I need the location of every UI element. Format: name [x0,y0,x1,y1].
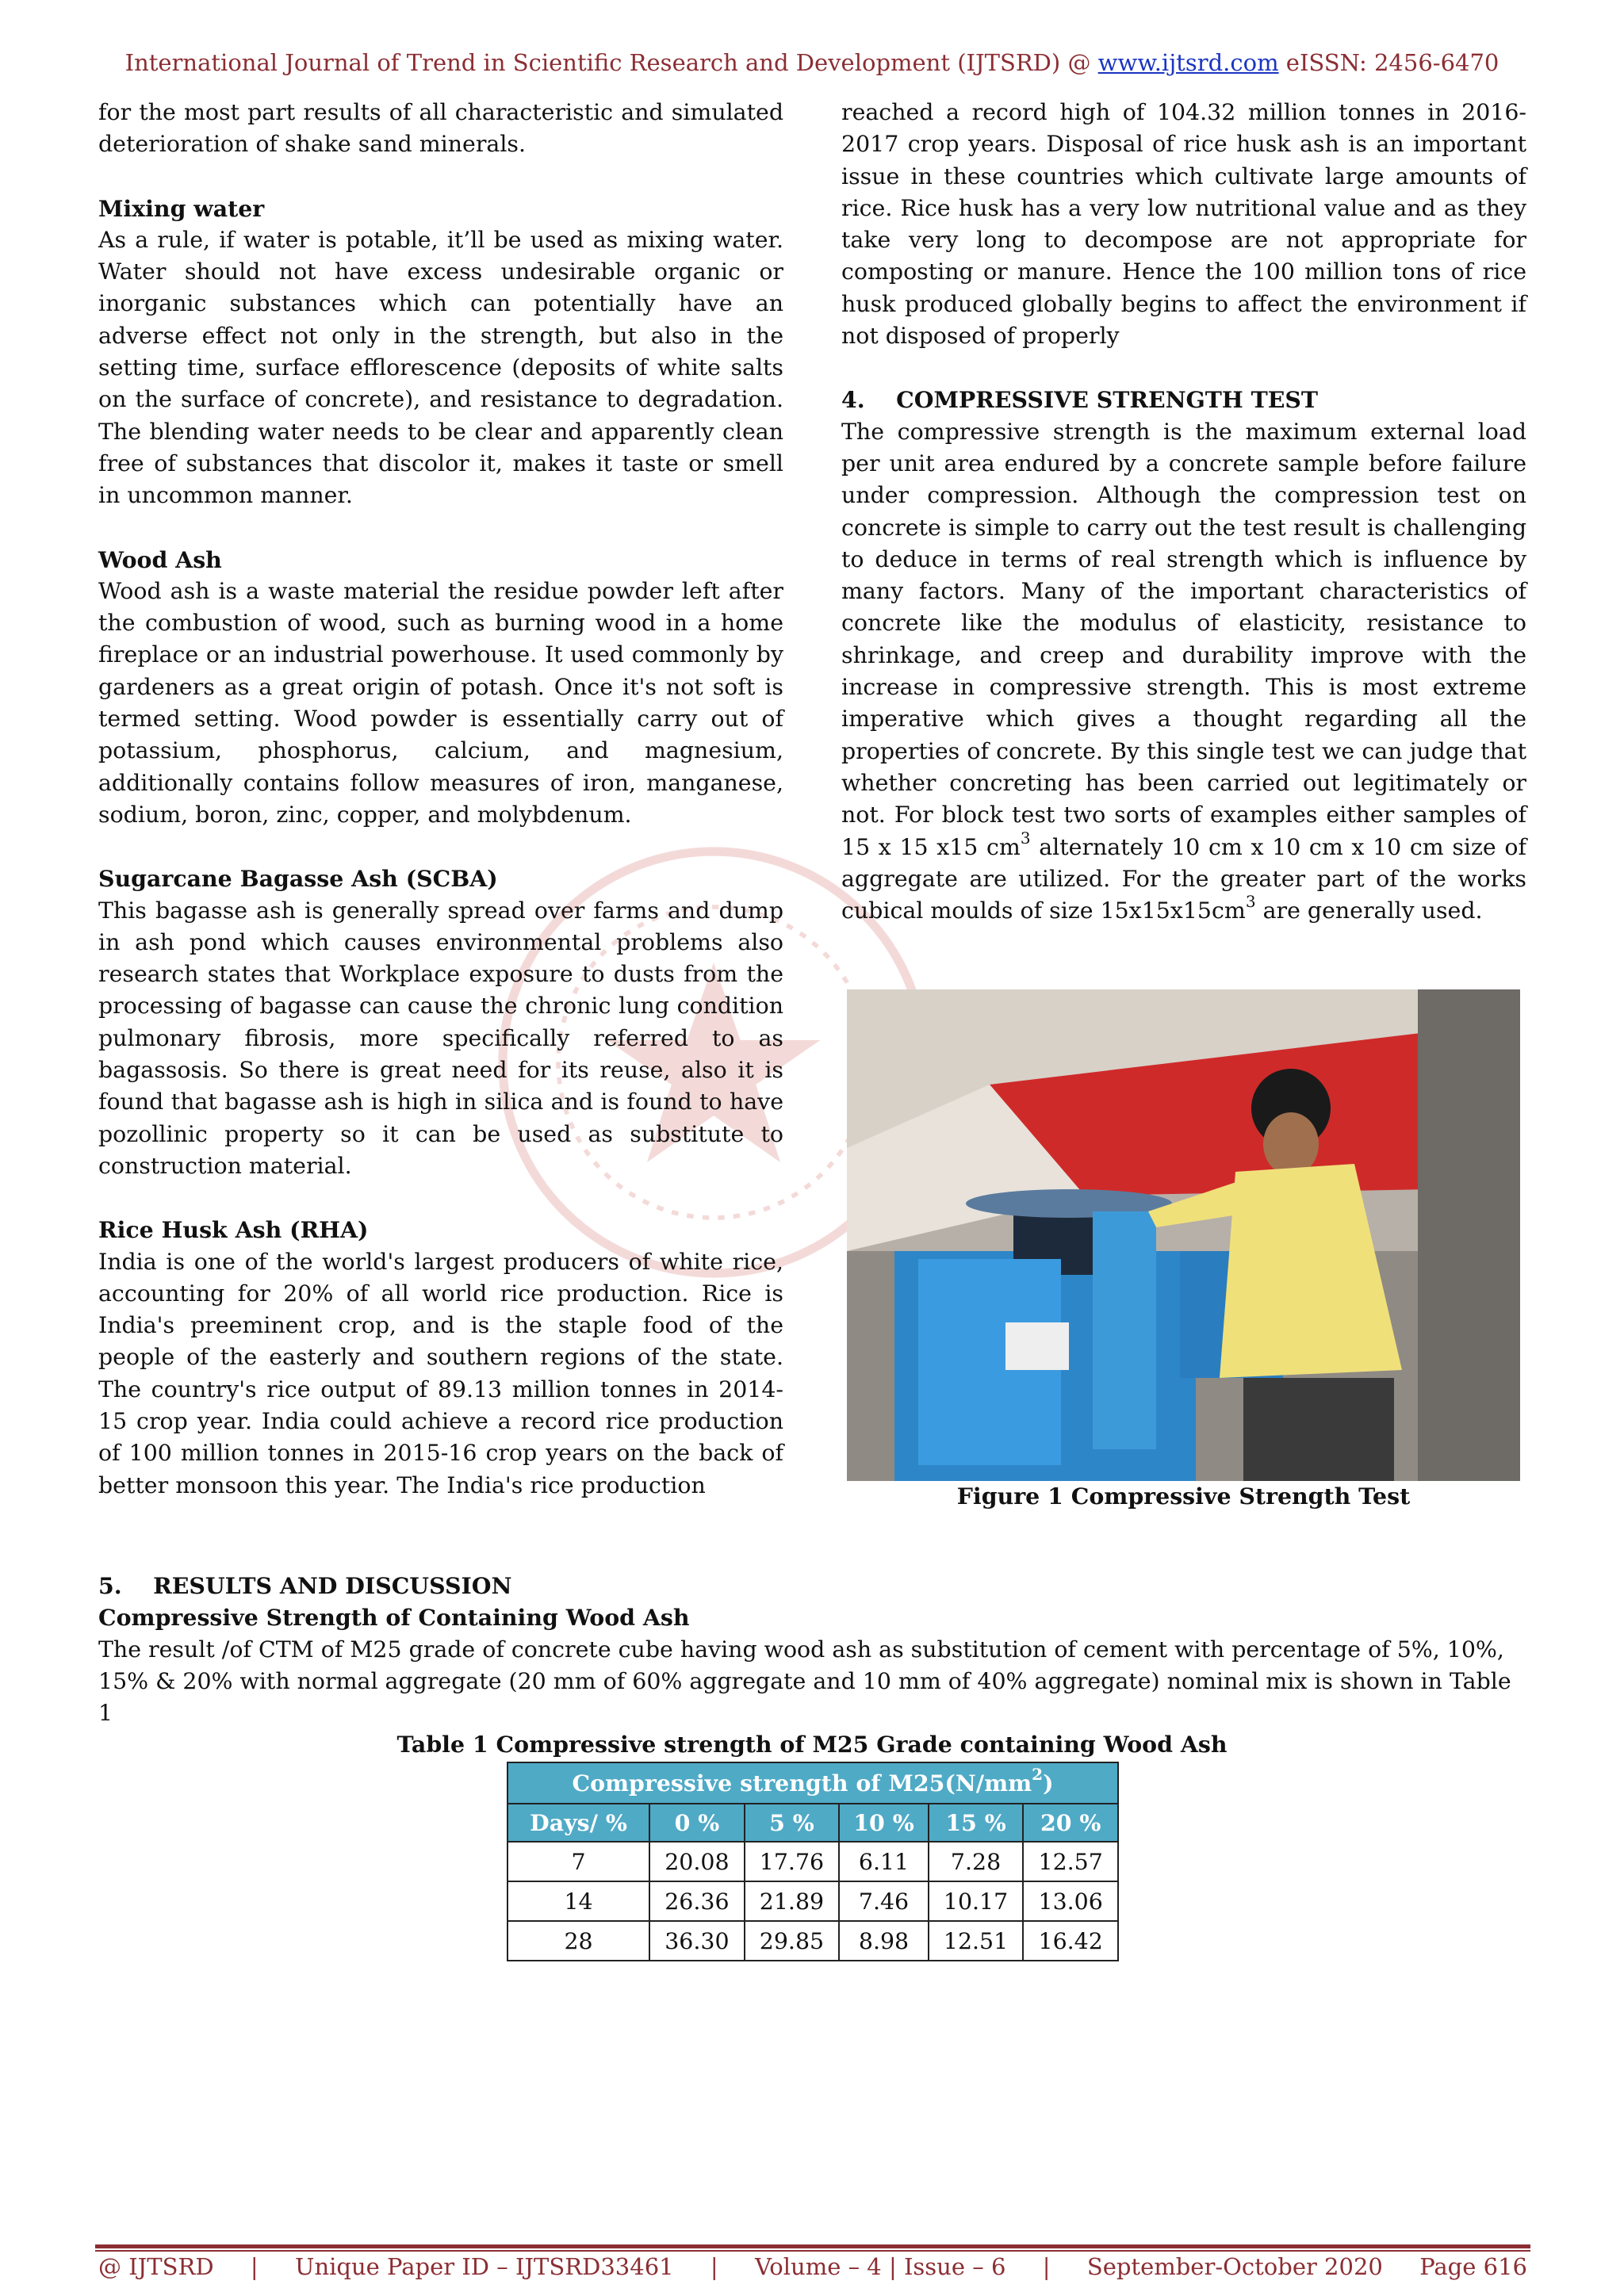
left-column [98,97,783,1502]
right-column [841,97,1526,927]
paragraph: for the most part results of all characteristic and simulated deterioration of shake sand minerals. [98,99,783,158]
superscript: 3 [1245,892,1256,912]
table-cell: 28 [508,1921,649,1961]
column-header: 5 % [745,1804,840,1842]
section-heading-scba: Sugarcane Bagasse Ash (SCBA) [98,865,498,893]
page-footer [98,2253,1527,2280]
footer-volume: Volume – 4 | Issue – 6 [755,2253,1006,2280]
table-cell: 26.36 [649,1881,745,1921]
text-span: The compressive strength is the maximum external load per unit area endured by a concrete sample before failure under compression. Although the compression test on concrete is simple to carry out the test result is challenging to deduce in terms of real strength which is influence by many factors. Many of the important characteristics of concrete like the modulus of elasticity, resistance to shrinkage, and creep and durability improve with the increase in compressive strength. This is most extreme imperative which gives a thought regarding all the properties of concrete. By this single test we can judge that whether concreting has been carried out legitimately or not. For block test two sorts of examples either samples of 15 x 15 x15 cm [841,418,1526,860]
footer-separator: | [1042,2253,1051,2280]
paragraph: This bagasse ash is generally spread over farms and dump in ash pond which causes environmental problems also research states that Workplace exposure to dusts from the processing of bagasse can cause the chronic lung condition pulmonary fibrosis, more specifically referred to as bagassosis. So there is great need for its reuse, also it is found that bagasse ash is high in silica and is found to have pozollinic property so it can be used as substitute to construction material. [98,897,783,1179]
paragraph: reached a record high of 104.32 million tonnes in 2016-2017 crop years. Disposal of rice husk ash is an important issue in these countries which cultivate large amounts of rice. Rice husk has a very low nutritional value and as they take very long to decompose are not appropriate for composting or manure. Hence the 100 million tons of rice husk produced globally begins to affect the environment if not disposed of properly [841,99,1526,350]
footer-rule [95,2244,1530,2248]
table-cell: 16.42 [1023,1921,1118,1961]
table-cell: 7.46 [839,1881,929,1921]
table-cell: 20.08 [649,1842,745,1881]
text-span: are generally used. [1255,897,1483,924]
table-cell: 8.98 [839,1921,929,1961]
header-issn: eISSN: 2456-6470 [1278,49,1500,76]
section-heading-mixing-water: Mixing water [98,194,265,222]
column-header: 0 % [649,1804,745,1842]
footer-separator: | [710,2253,718,2280]
journal-link[interactable]: www.ijtsrd.com [1097,49,1279,76]
figure-photo-compression-test [847,989,1520,1481]
superscript: 2 [1032,1765,1044,1784]
table-row [508,1842,1118,1881]
footer-paper-id: Unique Paper ID – IJTSRD33461 [295,2253,674,2280]
superscript: 3 [1020,828,1031,848]
table-cell: 29.85 [745,1921,840,1961]
results-table [507,1762,1119,1961]
journal-header [0,49,1624,76]
text-span: alternately 10 cm x 10 cm x 10 cm size of aggregate are utilized. For the greater part of the works cubical moulds of size 15x15x15cm [841,833,1526,924]
section-heading-results: 5. RESULTS AND DISCUSSION [98,1572,512,1599]
table-cell: 6.11 [839,1842,929,1881]
footer-journal: @ IJTSRD [98,2253,214,2280]
column-header: 15 % [929,1804,1024,1842]
section-heading-compressive-strength: 4. COMPRESSIVE STRENGTH TEST [841,386,1319,414]
table-cell: 7.28 [929,1842,1024,1881]
table-cell: 13.06 [1023,1881,1118,1921]
table-column-headers [508,1804,1118,1842]
subheading-wood-ash-strength: Compressive Strength of Containing Wood Ash [98,1604,690,1632]
footer-rule-thin [95,2250,1530,2252]
table-row [508,1921,1118,1961]
table-header-main [508,1762,1118,1804]
paragraph: India is one of the world's largest producers of white rice, accounting for 20% of all world rice production. Rice is India's preeminent crop, and is the staple food of the people of the easterly and southern regions of the state. The country's rice output of 89.13 million tonnes in 2014-15 crop year. India could achieve a record rice production of 100 million tonnes in 2015-16 crop years on the back of better monsoon this year. The India's rice production [98,1248,783,1498]
footer-separator: | [250,2253,259,2280]
paragraph: Wood ash is a waste material the residue powder left after the combustion of wood, such as burning wood in a home fireplace or an industrial powerhouse. It used commonly by gardeners as a great origin of potash. Once it's not soft is termed setting. Wood powder is essentially carry out of potassium, phosphorus, calcium, and magnesium, additionally contains follow measures of iron, manganese, sodium, boron, zinc, copper, and molybdenum. [98,577,783,828]
footer-page-number: Page 616 [1419,2253,1527,2280]
table-cell: 12.57 [1023,1842,1118,1881]
section-heading-rha: Rice Husk Ash (RHA) [98,1216,369,1244]
table-cell: 36.30 [649,1921,745,1961]
table-cell: 12.51 [929,1921,1024,1961]
figure-caption: Figure 1 Compressive Strength Test [956,1483,1411,1510]
table-cell: 14 [508,1881,649,1921]
table-cell: 7 [508,1842,649,1881]
table-cell: 21.89 [745,1881,840,1921]
results-section [98,1570,1526,1729]
table-cell: 17.76 [745,1842,840,1881]
photo-illustration [847,989,1520,1481]
header-text: International Journal of Trend in Scientific Research and Development (IJTSRD) @ [124,49,1098,76]
header-text: Compressive strength of M25(N/mm [572,1770,1032,1797]
header-text: ) [1043,1770,1054,1797]
paragraph: As a rule, if water is potable, it’ll be used as mixing water. Water should not have excess undesirable organic or inorganic substances which can potentially have an adverse effect not only in the strength, but also in the setting time, surface efflorescence (deposits of white salts on the surface of concrete), and resistance to degradation. The blending water needs to be clear and apparently clean free of substances that discolor it, makes it taste or smell in uncommon manner. [98,226,783,509]
section-heading-wood-ash: Wood Ash [98,545,222,573]
table-row [508,1881,1118,1921]
table-title: Table 1 Compressive strength of M25 Grade containing Wood Ash [396,1731,1228,1758]
column-header: 20 % [1023,1804,1118,1842]
column-header: 10 % [839,1804,929,1842]
paragraph [841,416,1526,928]
column-header: Days/ % [508,1804,649,1842]
table-cell: 10.17 [929,1881,1024,1921]
paragraph: The result /of CTM of M25 grade of concrete cube having wood ash as substitution of cement with percentage of 5%, 10%, 15% & 20% with normal aggregate (20 mm of 60% aggregate and 10 mm of 40% aggregate) nominal mix is shown in Table 1 [98,1636,1511,1727]
footer-date: September-October 2020 [1086,2253,1383,2280]
